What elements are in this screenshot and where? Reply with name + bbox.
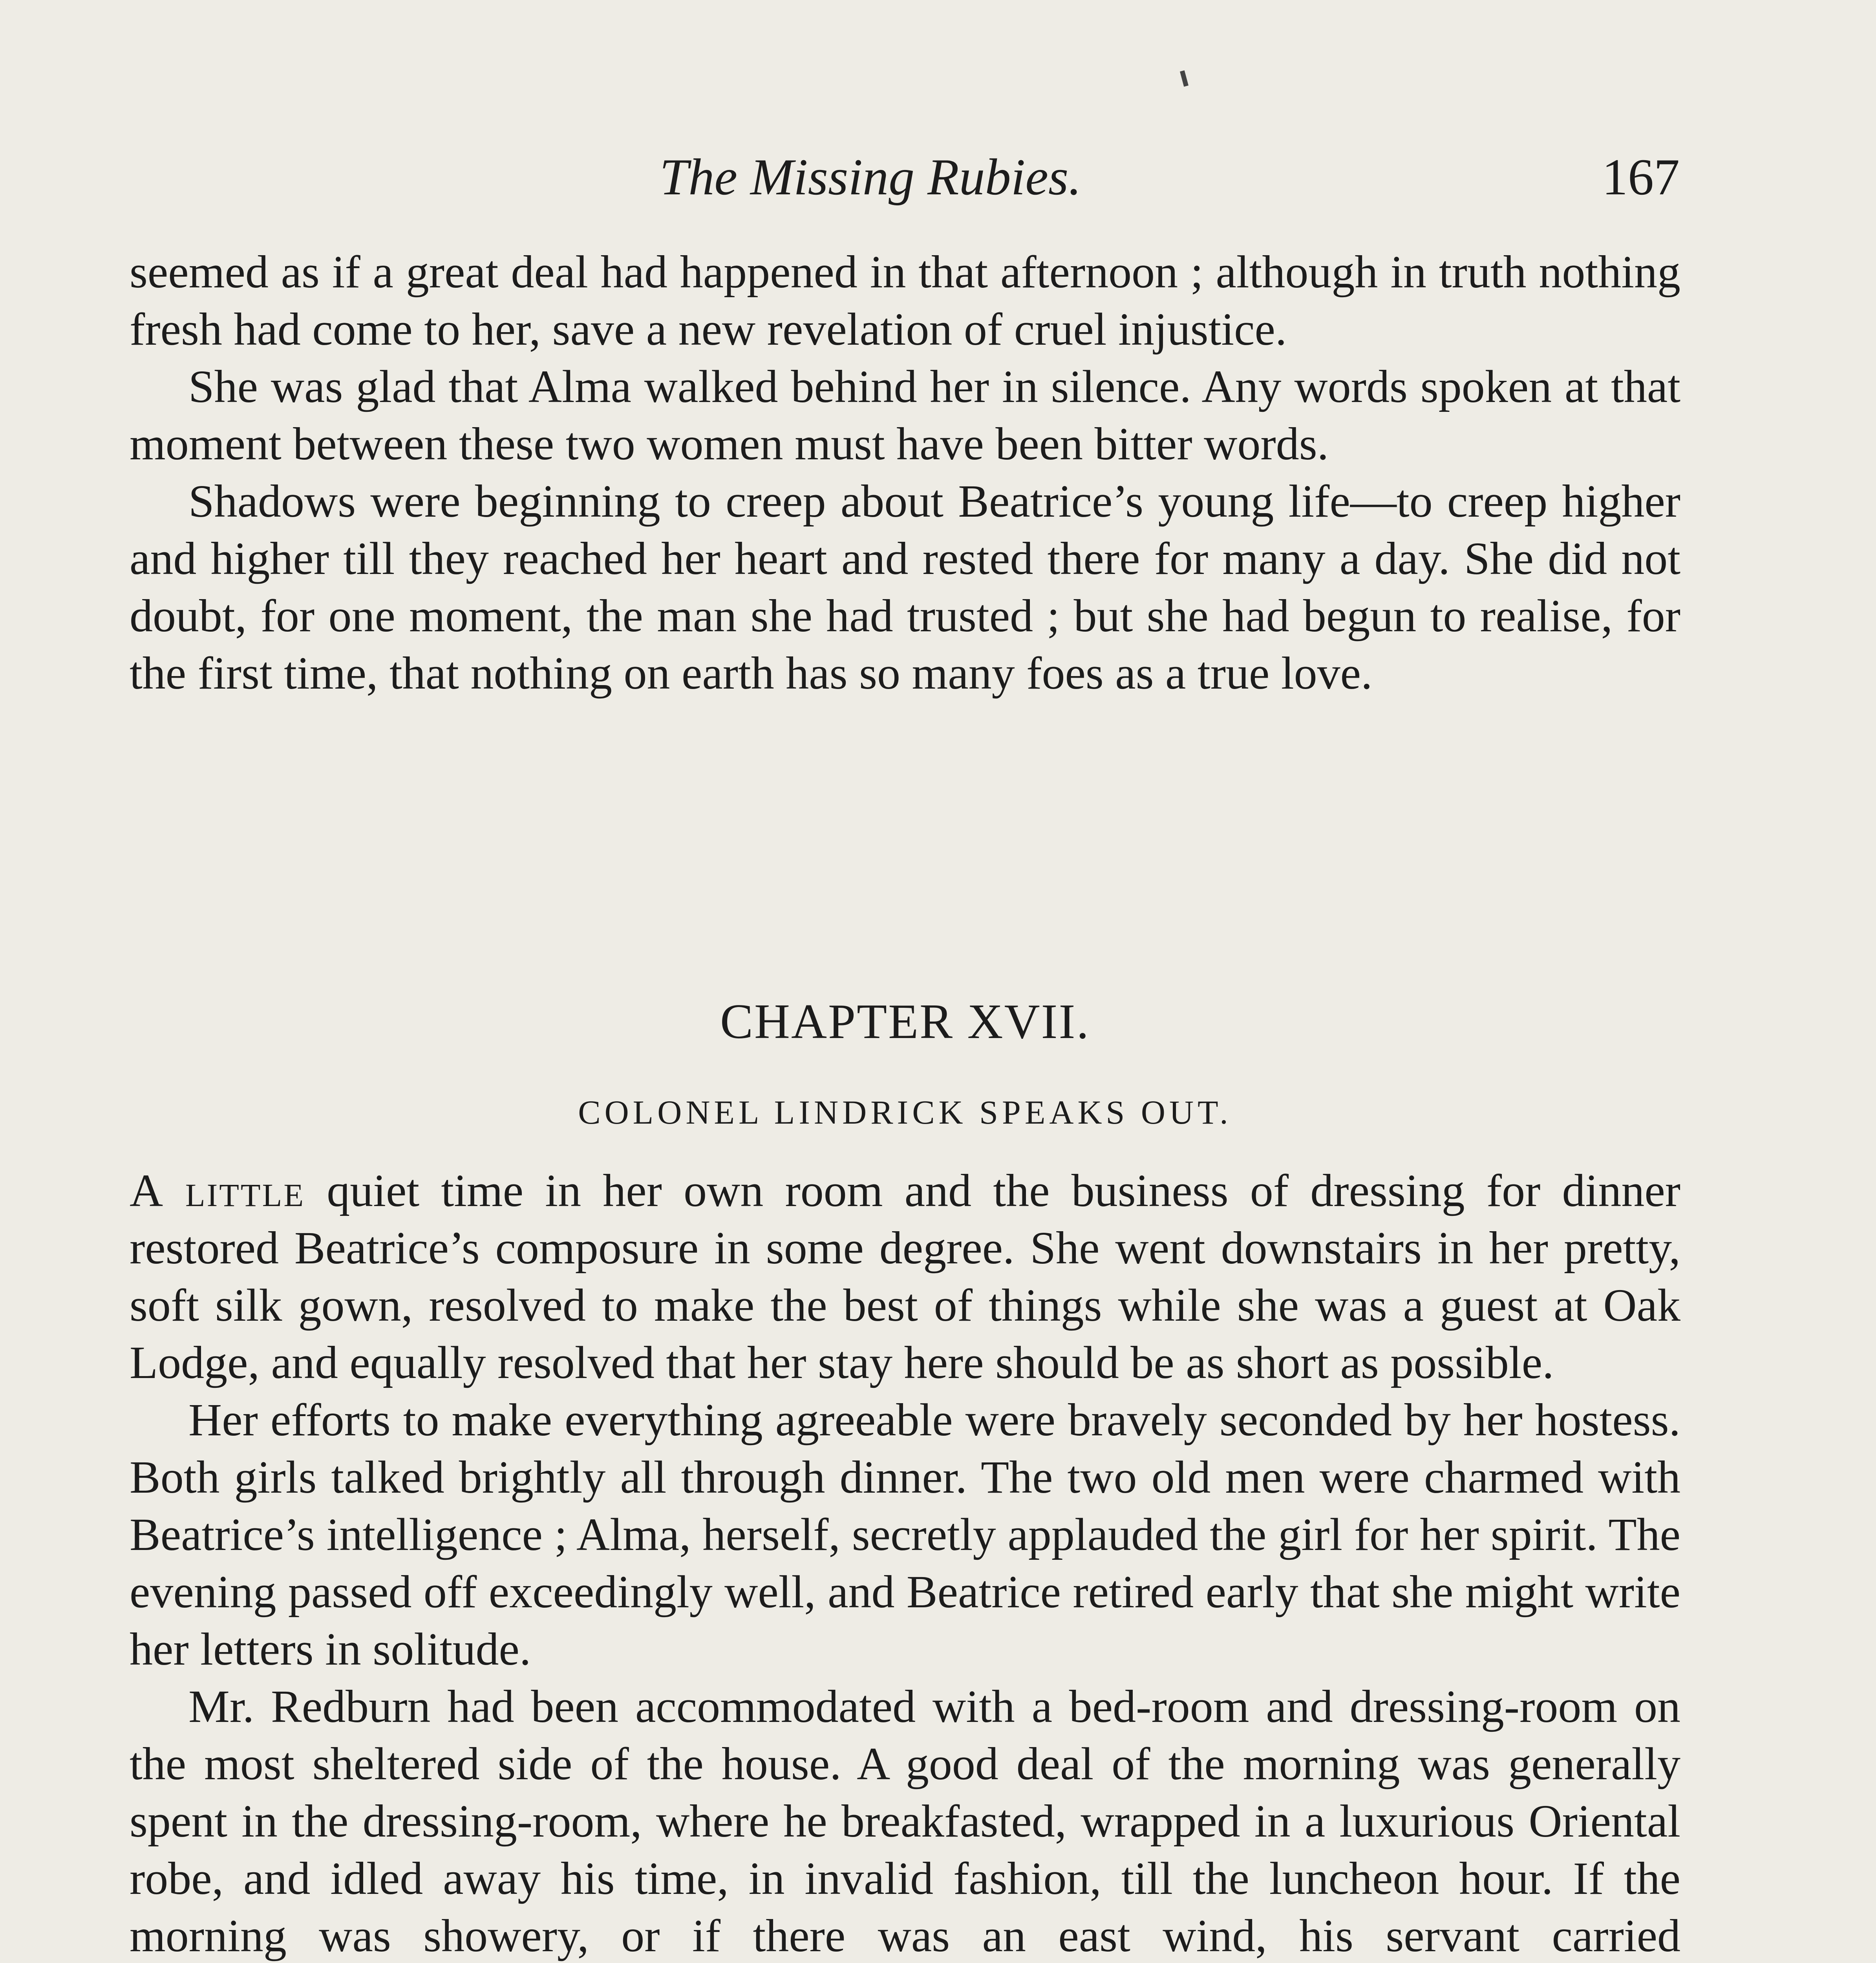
top-text-block <box>130 243 1680 702</box>
paragraph-continuation: seemed as if a great deal had happened in that afternoon ; although in truth nothing fresh had come to her, save a new revelation of cruel injustice. <box>130 246 1680 355</box>
chapter-text-block <box>130 1162 1680 1963</box>
paragraph: She was glad that Alma walked behind her in silence. Any words spoken at that moment between these two women must have been bitter words. <box>130 361 1680 470</box>
paragraph: Shadows were beginning to creep about Beatrice’s young life—to creep higher and higher till they reached her heart and rested there for many a day. She did not doubt, for one moment, the man she had trusted ; but she had begun to realise, for the first time, that nothing on earth has so many foes as a true love. <box>130 475 1680 699</box>
paragraph: Mr. Redburn had been accommodated with a bed-room and dressing-room on the most sheltered side of the house. A good deal of the morning was generally spent in the dressing-room, where he breakfasted, wrapped in a luxurious Oriental robe, and idled away his time, in invalid fashion, till the luncheon hour. If the morning was showery, or if there was an east wind, his servant carried <box>130 1681 1680 1961</box>
page-number: 167 <box>1602 148 1680 206</box>
opening-small-caps: A little <box>130 1165 305 1216</box>
ink-speck <box>1180 70 1188 87</box>
chapter-title: CHAPTER XVII. <box>720 994 1090 1049</box>
opening-text: quiet time in her own room and the business of dressing for dinner restored Beatrice’s composure in some degree. She went downstairs in her pretty, soft silk gown, resolved to make the best of things while she was a guest at Oak Lodge, and equally resolved that her stay here should be as short as possible. <box>130 1165 1681 1388</box>
chapter-opening-paragraph <box>130 1162 1680 1391</box>
paragraph: Her efforts to make everything agreeable were bravely seconded by her hostess. Both girls talked brightly all through dinner. The two old men were charmed with Beatrice’s intelligence ; Alma, herself, secretly applauded the girl for her spirit. The evening passed off exceedingly well, and Beatrice retired early that she might write her letters in solitude. <box>130 1394 1680 1675</box>
chapter-subtitle: COLONEL LINDRICK SPEAKS OUT. <box>578 1093 1232 1131</box>
running-header-title: The Missing Rubies. <box>660 148 1082 206</box>
